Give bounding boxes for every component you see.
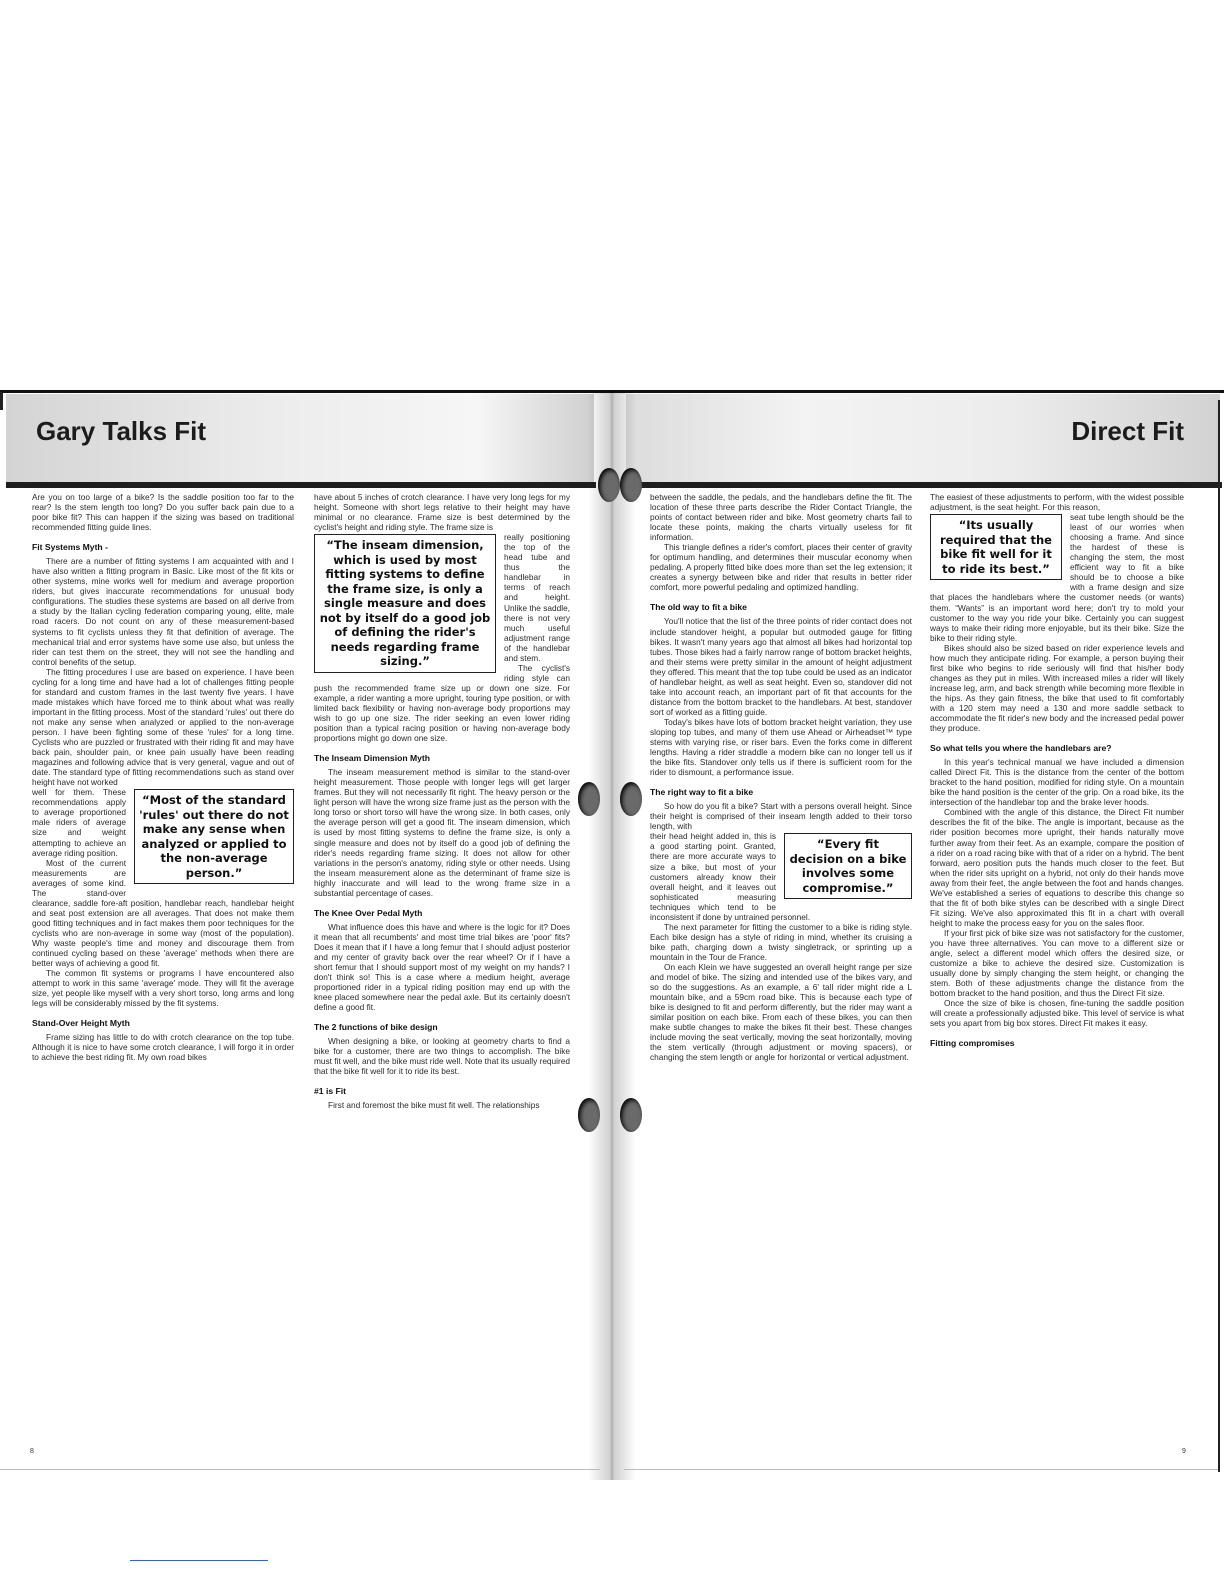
binding-gutter — [588, 390, 636, 1480]
page-edge-mark — [0, 392, 3, 410]
body-paragraph: This triangle defines a rider's comfort, places their center of gravity for optimum handling, and determines their muscular economy when pedaling. A properly fitted bike does more than set the leg extension; it creates a synergy between bike and rider that results in better rider comfort, more powerful pedaling and optimized handling. — [650, 542, 912, 593]
body-paragraph: Combined with the angle of this distance, the Direct Fit number describes the fit of the bike. The angle is important, because as the rider position becomes more upright, their hands naturally move further away from their feet. As an example, compare the position of a rider on a road racing bike with that of a rider on a hybrid. The bent forward, aero position puts the hands much closer to the feet. But when the rider sits upright on a hybrid, not only do their hands move away from their feet, the angle between the foot and hands changes. We've established a series of equations to describe this change so that the fit of both bike styles can be described with a single Direct Fit sizing. We've also approximated this fit in a chart with overall height to make the process easy for you on the sales floor. — [930, 807, 1184, 928]
body-paragraph: Are you on too large of a bike? Is the saddle position too far to the rear? Is the stem length too long? Do you suffer back pain due to a poor bike fit? This can happen if the sizing was based on traditional recommended fitting guide lines. — [32, 492, 294, 533]
right-page-column-1 — [650, 492, 912, 1454]
body-paragraph: What influence does this have and where is the logic for it? Does it mean that all recumbents' and most time trial bikes are 'poor' fits? Does it mean that if I have a long femur that I should adjust posterior and my center of gravity back over the rear wheel? Or if I have a short femur that I should support most of my weight on my hands? I don't think so! This is a case where a medium height, average proportioned rider in a typical riding position may end up with the knee placed somewhere near the pedal axle. But its certainly doesn't define a good fit. — [314, 921, 570, 1013]
section-heading: Fit Systems Myth - — [32, 542, 108, 553]
section-heading: The Knee Over Pedal Myth — [314, 907, 423, 918]
section-heading: The Inseam Dimension Myth — [314, 753, 431, 764]
body-paragraph: The fitting procedures I use are based on experience. I have been cycling for a long time and have had a lot of challenges fitting people for standard and custom frames in the last twenty five years. I have made mistakes which have forced me to think about what was really important in the fitting process. Most of the standard 'rules' out there do not make any sense when analyzed or applied to the non-average person. I have been fighting some of these 'rules' for a long time. Cyclists who are puzzled or frustrated with their riding fit and may have back pain, shoulder pain, or knee pain usually have been reading magazines and following advice that is very general, vague and out of date. The standard type of fitting recommendations such as stand over height have not worked — [32, 666, 294, 788]
left-page-column-2 — [314, 492, 570, 1454]
body-paragraph: really positioning the top of the head tube and thus the handlebar in terms of reach and height. Unlike the saddle, there is not very much useful adjustment range of the handlebar and stem. — [504, 532, 570, 663]
footer-edge — [624, 1469, 1220, 1470]
body-paragraph: well for them. These recommendations apply to average proportioned male riders of average size and weight attempting to achieve an average riding position. — [32, 787, 126, 858]
pull-quote: “Most of the standard 'rules' out there do not make any sense when analyzed or applied to the non-average person.” — [134, 789, 294, 884]
body-paragraph: The cyclist's riding style can push the recommended frame size up or down one size. For example, a rider wanting a more upright, touring type position, or with limited back flexibility or having non-average body proportions may wish to go up one size. The rider seeking an even lower riding position than a typical racing position or having non-average body proportions might go down one size. — [314, 662, 570, 744]
body-paragraph: Frame sizing has little to do with crotch clearance on the top tube. Although it is nice to have some crotch clearance, I will forgo it in order to achieve the best riding fit. My own road bikes — [32, 1032, 294, 1063]
blue-underline — [130, 1560, 268, 1561]
footer-edge — [0, 1469, 600, 1470]
body-paragraph: have about 5 inches of crotch clearance. I have very long legs for my height. Someone with short legs relative to their height may have minimal or no clearance. Frame size is best determined by the cyclist's height and riding style. The frame size is — [314, 492, 570, 533]
binding-hole — [578, 1098, 600, 1132]
right-page-column-2 — [930, 492, 1184, 1454]
right-header-band — [626, 394, 1220, 482]
body-paragraph: The easiest of these adjustments to perform, with the widest possible adjustment, is the seat height. For this reason, — [930, 492, 1184, 513]
section-heading: The right way to fit a bike — [650, 787, 754, 798]
body-paragraph: between the saddle, the pedals, and the handlebars define the fit. The location of these three parts describe the Rider Contact Triangle, the points of contact between rider and bike. Most geometry charts fail to locate these points, making the charts virtually useless for fit information. — [650, 492, 912, 543]
body-paragraph: On each Klein we have suggested an overall height range per size and model of bike. The sizing and intended use of the bikes vary, and so do the suggestions. As an example, a 6' tall rider might ride a L mountain bike, and a 59cm road bike. This is because each type of bike is designed to fit and perform differently, but the rider may want a similar position on each bike. From each of these bikes, you can then make subtle changes to make the bikes fit their best. These changes include moving the seat vertically, moving the seat horizontally, moving the stem vertically (through adjustment or moving spacers), or changing the stem length or angle for horizontal or vertical adjustment. — [650, 961, 912, 1063]
left-page-column-1 — [32, 492, 294, 1454]
left-page-number: 8 — [30, 1448, 34, 1455]
body-paragraph: There are a number of fitting systems I am acquainted with and I have also written a fitting program in Basic. Like most of the fit kits or other systems, mine works well for medium and average proportion riders, but gives inaccurate recommendations for unusual body configurations. The studies these systems are based on all derive from a study by the Italian cycling federation comparing young, elite, male road racers. Do not count on any of these measurement-based systems to fit cyclists unless they fit that definition of average. The mechanical trial and error systems have some use also, but unless the rider can test them on the street, they will not see the handling and control benefits of the setup. — [32, 556, 294, 667]
body-paragraph: In this year's technical manual we have included a dimension called Direct Fit. This is the distance from the center of the bottom bracket to the hand position, modified for riding style. On a mountain bike the hand position is the center of the grip. On a road bike, its the intersection of the handlebar top and the brake lever hoods. — [930, 757, 1184, 808]
left-header-band — [6, 394, 594, 482]
left-header-rule — [6, 482, 596, 488]
body-paragraph: Bikes should also be sized based on rider experience levels and how much they anticipate riding. For example, a person buying their first bike who begins to ride seriously will find that his/her body changes as they put in miles. With increased miles a rider will likely increase leg, arm, and back strength while becoming more flexible in the hips. As they gain fitness, the bike that used to fit comfortably with a 120 stem may need a 130 and more saddle setback to accommodate the fit rider's new body and the increased pedal power they produce. — [930, 642, 1184, 734]
binding-hole — [620, 782, 642, 816]
binding-hole — [620, 468, 642, 502]
body-paragraph: The inseam measurement method is similar to the stand-over height measurement. Those people with longer legs will get larger frames. But they will not necessarily fit right. The heavy person or the light person will have the wrong size frame just as the person with the long torso or short torso will have the wrong size. In both cases, only the average person will get a good fit. The inseam dimension, which is used by most fitting systems to define the frame size, is only a single measure and does not by itself do a good job of defining the rider's needs regarding frame sizing. It does not allow for other variations in the person's anatomy, riding style or other needs. Using the inseam measurement alone as the determinant of frame size is highly inaccurate and will lead to the wrong frame size in a substantial percentage of cases. — [314, 767, 570, 898]
magazine-spread — [0, 390, 1224, 1480]
page-right-edge — [1218, 400, 1220, 1472]
body-paragraph: their head height added in, this is a good starting point. Granted, there are more accurate ways to size a bike, but most of your customers already know their overall height, and it leaves out sophisticated measuring techniques which tend to be inconsistent if done by untrained personnel. — [650, 831, 811, 922]
body-paragraph: Most of the current measurements are averages of some kind. The stand-over clearance, saddle fore-aft position, handlebar reach, handlebar height and seat post extension are all averages. That does not make them good fitting techniques and in fact makes them poor techniques for the cyclists who are non-average in some way (most of the population). Why waste people's time and money and discourage them from continued cycling based on these 'average' methods when there are better ways of achieving a good fit. — [32, 857, 294, 969]
section-heading: Stand-Over Height Myth — [32, 1018, 130, 1029]
right-page-title: Direct Fit — [1071, 416, 1184, 446]
pull-quote: “Every fit decision on a bike involves some compromise.” — [784, 833, 912, 899]
section-heading: So what tells you where the handlebars are? — [930, 743, 1112, 754]
pull-quote: “Its usually required that the bike fit well for it to ride its best.” — [930, 514, 1062, 580]
body-paragraph: Once the size of bike is chosen, fine-tuning the saddle position will create a professionally adjusted bike. This level of service is what sets you apart from big box stores. Direct Fit makes it easy. — [930, 998, 1184, 1029]
binding-hole — [578, 782, 600, 816]
body-paragraph: The next parameter for fitting the customer to a bike is riding style. Each bike design has a style of riding in mind, whether its cruising a bike path, charging down a twisty singletrack, or sprinting up a mountain in the Tour de France. — [650, 921, 912, 962]
left-page-title: Gary Talks Fit — [36, 416, 207, 446]
pull-quote: “The inseam dimension, which is used by most fitting systems to define the frame size, is only a single measure and does not by itself do a good job of defining the rider's needs regarding frame sizing.” — [314, 534, 496, 673]
body-paragraph: You'll notice that the list of the three points of rider contact does not include standover height, a popular but outmoded gauge for fitting bikes. It wasn't many years ago that almost all bikes had horizontal top tubes. Those bikes had a fairly narrow range of bottom bracket heights, and their stems were pretty similar in the amount of height adjustment they offered. This meant that the top tube could be used as an indicator of handlebar height, as well as seat height. Even so, standover did not take into account reach, an important part of fit that accounts for the distance from the bottom bracket to the handlebars. At best, standover sort of worked as a fitting guide. — [650, 616, 912, 717]
section-heading: #1 is Fit — [314, 1086, 346, 1097]
binding-hole — [620, 1098, 642, 1132]
body-paragraph: First and foremost the bike must fit well. The relationships — [328, 1100, 540, 1111]
body-paragraph: If your first pick of bike size was not satisfactory for the customer, you have three alternatives. You can move to a different size or angle, select a different model which offers the desired size, or customize a bike to achieve the desired size. Customization is usually done by simply changing the stem height, or changing the stem. Both of these adjustments change the distance from the bottom bracket to the hand position, and thus the Direct Fit size. — [930, 927, 1184, 999]
section-heading: Fitting compromises — [930, 1038, 1015, 1049]
body-paragraph: When designing a bike, or looking at geometry charts to find a bike for a customer, there are two things to accomplish. The bike must fit well, and the bike must ride well. Note that its usually required that the bike fit well for it to ride its best. — [314, 1036, 570, 1077]
right-page-number: 9 — [1182, 1448, 1186, 1455]
section-heading: The 2 functions of bike design — [314, 1022, 438, 1033]
binding-hole — [598, 468, 620, 502]
body-paragraph: So how do you fit a bike? Start with a persons overall height. Since their height is comprised of their inseam length added to their torso length, with — [650, 801, 912, 832]
body-paragraph: Today's bikes have lots of bottom bracket height variation, they use sloping top tubes, and many of them use Ahead or Airheadset™ type stems with varying rise, or riser bars. Even the forks come in different lengths. Having a rider straddle a modern bike can no longer tell us if the bike fits. Standover only tells us if there is sufficient room for the rider to dismount, a performance issue. — [650, 716, 912, 778]
right-header-rule — [620, 482, 1222, 488]
body-paragraph: The common fit systems or programs I have encountered also attempt to work in this same 'average' mode. They will fit the average size, yet people like myself with a very short torso, long arms and long legs will be considerably missed by the fit systems. — [32, 968, 294, 1009]
section-heading: The old way to fit a bike — [650, 602, 747, 613]
body-paragraph: seat tube length should be the least of our worries when choosing a frame. And since the hardest of these is changing the stem, the most efficient way to fit a bike should be to choose a bike with a frame design and size that places the handlebars where the customer needs (or wants) them. “Wants” is an important word here; don't try to mold your customer to the way you ride your bike. Certainly you can suggest ways to make their riding more enjoyable, but its their bike. Size the bike to their riding style. — [930, 512, 1184, 643]
